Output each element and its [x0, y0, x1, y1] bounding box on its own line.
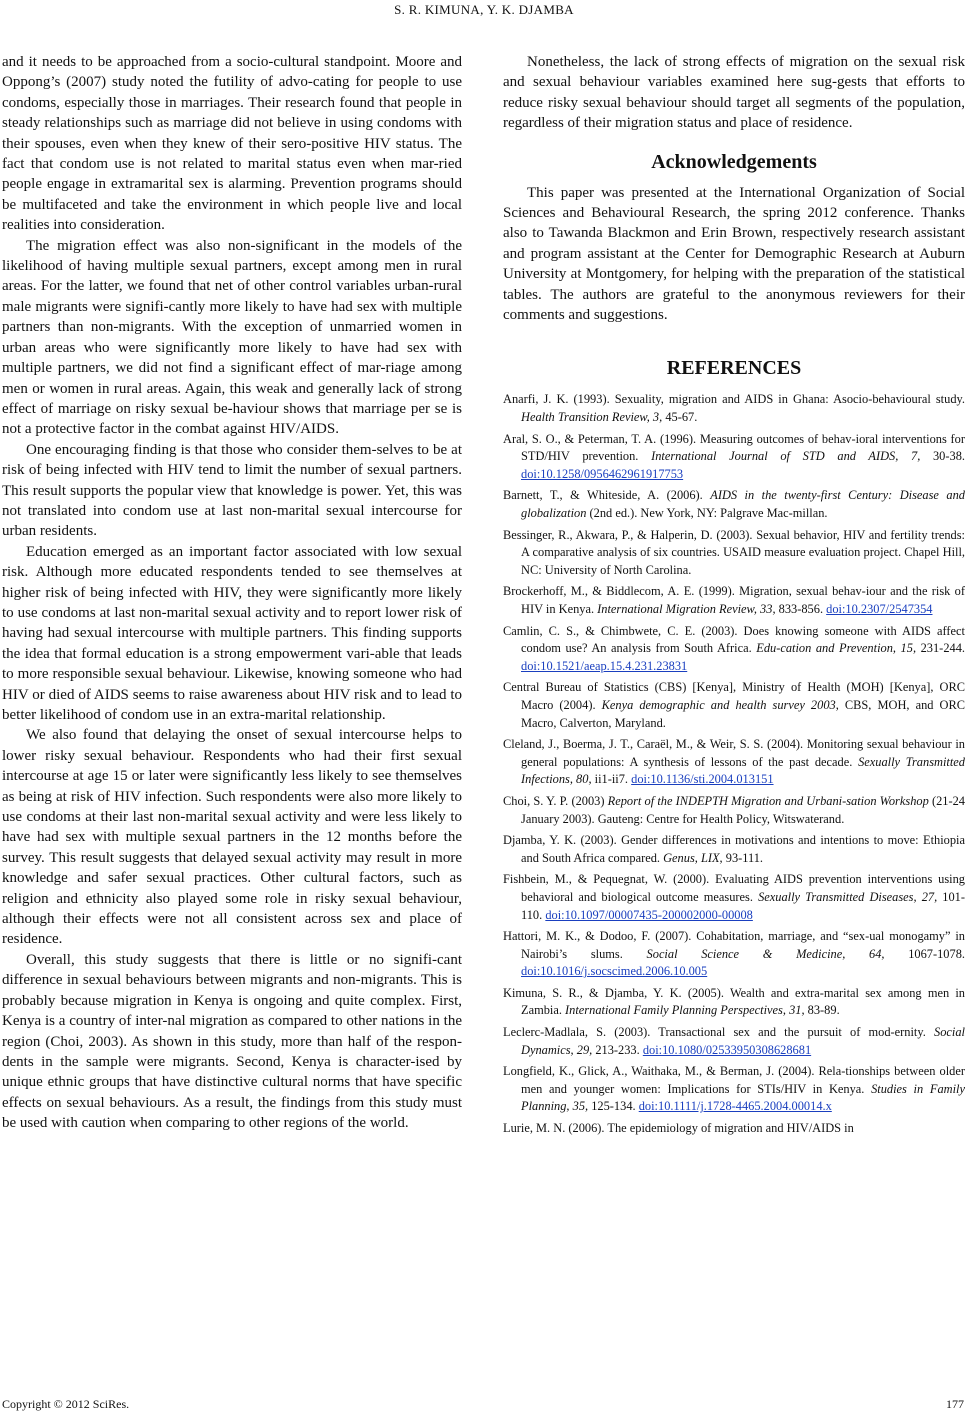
doi-link[interactable]: doi:10.1258/0956462961917753 — [521, 466, 684, 481]
reference-pages: 213-233. — [592, 1042, 643, 1057]
paragraph: Nonetheless, the lack of strong effects of migration on the sexual risk and sexual behaviour variables examined here sug-gests that efforts to reduce risky sexual behaviour should target all segments of the population, regardless of their migration status and place of residence. — [503, 54, 965, 132]
reference-pages: 30-38. — [920, 449, 965, 464]
doi-link[interactable]: doi:10.2307/2547354 — [826, 602, 933, 616]
reference-item — [503, 985, 965, 1020]
reference-item — [503, 832, 965, 867]
reference-source: International Migration Review, 33, — [597, 602, 776, 616]
reference-source: Genus, LIX, — [663, 850, 723, 865]
reference-source: Sexually Transmitted Diseases, 27, — [758, 889, 938, 904]
reference-item — [503, 487, 965, 522]
doi-link[interactable]: doi:10.1521/aeap.15.4.231.23831 — [521, 658, 688, 673]
reference-pages: 45-67. — [662, 410, 698, 425]
reference-item — [503, 736, 965, 789]
reference-text: Kimuna, S. R., & Djamba, Y. K. (2005). Wealth and extra-marital sex among men in Zambia. — [503, 985, 965, 1018]
references-heading: REFERENCES — [666, 357, 802, 380]
acknowledgements-text: This paper was presented at the International Organization of Social Sciences and Behavioural Research, the spring 2012 conference. Thanks also to Tawanda Blackmon and Erin Brown, respectively research assistant and program assistant at the Center for Demographic Research at Auburn University at Montgomery, for helping with the preparation of the statistical tables. The authors are grateful to the anonymous reviewers for their comments and suggestions. — [503, 184, 965, 324]
reference-pages: ii1-ii7. — [591, 772, 632, 787]
reference-text: Camlin, C. S., & Chimbwete, C. E. (2003). Does knowing someone with AIDS affect condom use? An analysis from South Africa. — [503, 623, 965, 656]
reference-text: Bessinger, R., Akwara, P., & Halperin, D. (2003). Sexual behavior, HIV and fertility trends: A comparative analysis of six countries. USAID measure evaluation project. Chapel Hill, NC: University of North Carolina. — [503, 527, 965, 577]
reference-source: Edu-cation and Prevention, 15, — [756, 641, 917, 656]
reference-text: Lurie, M. N. (2006). The epidemiology of migration and HIV/AIDS in — [503, 1121, 854, 1136]
reference-text: Central Bureau of Statistics (CBS) [Kenya], Ministry of Health (MOH) [Kenya], ORC Macro (2004). — [503, 680, 965, 712]
reference-item — [503, 1063, 965, 1116]
page-number: 177 — [946, 1397, 964, 1411]
right-column — [503, 52, 965, 1142]
reference-item — [503, 928, 965, 981]
reference-pages: 1067-1078. — [884, 946, 965, 961]
footer-copyright: Copyright © 2012 SciRes. — [2, 1397, 130, 1411]
reference-text: Barnett, T., & Whiteside, A. (2006). — [503, 488, 711, 503]
doi-link[interactable]: doi:10.1097/00007435-200002000-00008 — [545, 907, 753, 922]
reference-source: Studies in Family Planning, 35, — [521, 1081, 965, 1114]
reference-pages: (21-24 January 2003). Gauteng: Centre for Health Policy, Witswaterand. — [521, 793, 965, 826]
reference-item — [503, 679, 965, 732]
running-header: S. R. KIMUNA, Y. K. DJAMBA — [394, 2, 574, 17]
doi-link[interactable]: doi:10.1136/sti.2004.013151 — [631, 772, 774, 787]
reference-pages: 231-244. — [916, 641, 965, 656]
reference-item — [503, 1024, 965, 1059]
reference-pages: 125-134. — [588, 1099, 639, 1114]
reference-text: Fishbein, M., & Pequegnat, W. (2000). Evaluating AIDS prevention interventions using behavioral and biological outcome measures. — [503, 872, 965, 904]
reference-source: Sexually Transmitted Infections, 80, — [521, 754, 965, 787]
reference-text: Cleland, J., Boerma, J. T., Caraël, M., & Weir, S. S. (2004). Monitoring sexual behaviour in general populations: A synthesis of lessons of the past decade. — [503, 737, 965, 769]
reference-source: Report of the INDEPTH Migration and Urbani-sation Workshop — [607, 793, 929, 808]
doi-link[interactable]: doi:10.1111/j.1728-4465.2004.00014.x — [638, 1099, 832, 1114]
reference-source: Social Dynamics, 29, — [521, 1025, 965, 1057]
reference-text: Choi, S. Y. P. (2003) — [503, 793, 608, 808]
reference-text: Leclerc-Madlala, S. (2003). Transactional sex and the pursuit of mod-ernity. — [503, 1025, 935, 1040]
reference-source: AIDS in the twenty-first Century: Disease and globalization — [521, 488, 965, 521]
doi-link[interactable]: doi:10.1016/j.socscimed.2006.10.005 — [521, 964, 708, 979]
reference-item — [503, 391, 965, 426]
reference-source: Social Science & Medicine, 64, — [646, 946, 885, 961]
paragraph: Overall, this study suggests that there is little or no signifi-cant difference in sexual behaviours between migrants and non-migrants. This is probably because migration in Kenya is ongoing and quite complex. First, Kenya is a country of inter-nal migration as compared to other nations in the region (Choi, 2003). As shown in this study, more than half of the respon-dents in the sample were migrants. Second, Kenya is character-ised by unique ethnic groups that have distinctive cultural norms that have specific effects on sexual behaviours. As a result, the findings from this study must be used with caution when comparing to other regions of the world. — [2, 951, 462, 1132]
reference-item — [503, 527, 965, 580]
reference-item — [503, 1120, 965, 1138]
reference-item — [503, 793, 965, 828]
paragraph: We also found that delaying the onset of sexual intercourse helps to lower risky sexual behaviour. Respondents who had their first sexual intercourse at age 15 or later were significantly less likely to see themselves as being at risk of HIV infection. Such respondents were also more likely to use condoms at their last non-marital sexual activity and were less likely to have had sex with multiple sexual partners in the 12 months before the survey. This result suggests that delayed sexual activity may result in more knowledge and safer sexual practices. Other cultural factors, such as religion and ethnicity also played some role in risky sexual behaviour, although their effects were not all consistent across sex and place of residence. — [2, 727, 462, 948]
reference-item — [503, 431, 965, 484]
reference-text: Aral, S. O., & Peterman, T. A. (1996). Measuring outcomes of behav-ioral interventions for STD/HIV prevention. — [503, 431, 965, 464]
reference-pages: 833-856. — [775, 602, 827, 616]
reference-source: International Family Planning Perspectives, 31, — [565, 1003, 805, 1018]
reference-pages: (2nd ed.). New York, NY: Palgrave Mac-millan. — [586, 506, 828, 521]
reference-text: Hattori, M. K., & Dodoo, F. (2007). Cohabitation, marriage, and “sex-ual monogamy” in Nairobi’s slums. — [503, 929, 965, 961]
doi-link[interactable]: doi:10.1080/02533950308628681 — [642, 1042, 812, 1057]
paragraph: and it needs to be approached from a socio-cultural standpoint. Moore and Oppong’s (2007) study noted the futility of advo-cating for people to use condoms, especially those in marriages. Their research found that people in steady relationships such as marriage did not believe in using condoms with their spouses, even when they knew of their sero-positive HIV status. The fact that condom use is not related to marital status even when mar-ried people engage in extramarital sex is alarming. Prevention programs should be multifaceted and take the environment in which people live and local realities into consideration. — [2, 54, 462, 234]
reference-text: Anarfi, J. K. (1993). Sexuality, migration and AIDS in Ghana: Asocio-behavioural study. — [503, 392, 965, 407]
paragraph: The migration effect was also non-significant in the models of the likelihood of having multiple sexual partners, except among men in rural areas. For the latter, we found that net of other control variables urban-rural male migrants were signifi-cantly more likely to have had sex with multiple partners than non-migrants. With the exception of unmarried women in urban areas who were significantly more likely to have had sex with multiple partners, we did not find a significant effect of mar-riage among men or women in rural areas. Again, this weak and generally lack of strong effect of marriage on risky sexual be-haviour shows that marriage per se is not a protective factor in the combat against HIV/AIDS. — [2, 237, 462, 438]
reference-source: International Journal of STD and AIDS, 7, — [651, 449, 921, 464]
reference-text: Longfield, K., Glick, A., Waithaka, M., & Berman, J. (2004). Rela-tionships between older men and younger women: Implications for STIs/HIV in Kenya. — [503, 1064, 965, 1096]
reference-pages: , CBS, MOH, and ORC Macro, Calverton, Maryland. — [521, 697, 966, 730]
reference-item — [503, 871, 965, 924]
left-column — [2, 52, 462, 1134]
reference-text: Brockerhoff, M., & Biddlecom, A. E. (1999). Migration, sexual behav-iour and the risk of HIV in Kenya. — [503, 584, 965, 616]
reference-list — [503, 391, 965, 1137]
reference-pages: 83-89. — [804, 1003, 840, 1018]
paragraph: Education emerged as an important factor associated with low sexual risk. Although more educated respondents tended to see themselves at higher risk of being infected with HIV, they were significantly more likely to use condoms at last non-marital sexual activity and to report lower risk of having had sexual intercourse with multiple partners. This finding supports the idea that formal education is a strong empowerment vari-able that leads to more responsible sexual behaviour. Likewise, knowing someone who had HIV or died of AIDS seems to raise awareness about HIV risk and to lead to better likelihood of condom use in an extra-marital relationship. — [2, 543, 462, 723]
reference-item — [503, 583, 965, 618]
reference-item — [503, 623, 965, 676]
reference-pages: 101-110. — [521, 889, 965, 922]
reference-source: Kenya demographic and health survey 2003 — [601, 697, 836, 712]
reference-pages: 93-111. — [722, 850, 764, 865]
acknowledgements-heading: Acknowledgements — [651, 150, 817, 173]
paragraph: One encouraging finding is that those who consider them-selves to be at risk of being infected with HIV tend to limit the number of sexual partners. This result supports the popular view that knowledge is power. Yet, this was not translated into condom use at last non-marital sexual intercourse for urban residents. — [2, 441, 462, 540]
reference-source: Health Transition Review, 3, — [521, 410, 663, 425]
reference-text: Djamba, Y. K. (2003). Gender differences in motivations and intentions to move: Ethiopia and South Africa compared. — [503, 833, 965, 865]
